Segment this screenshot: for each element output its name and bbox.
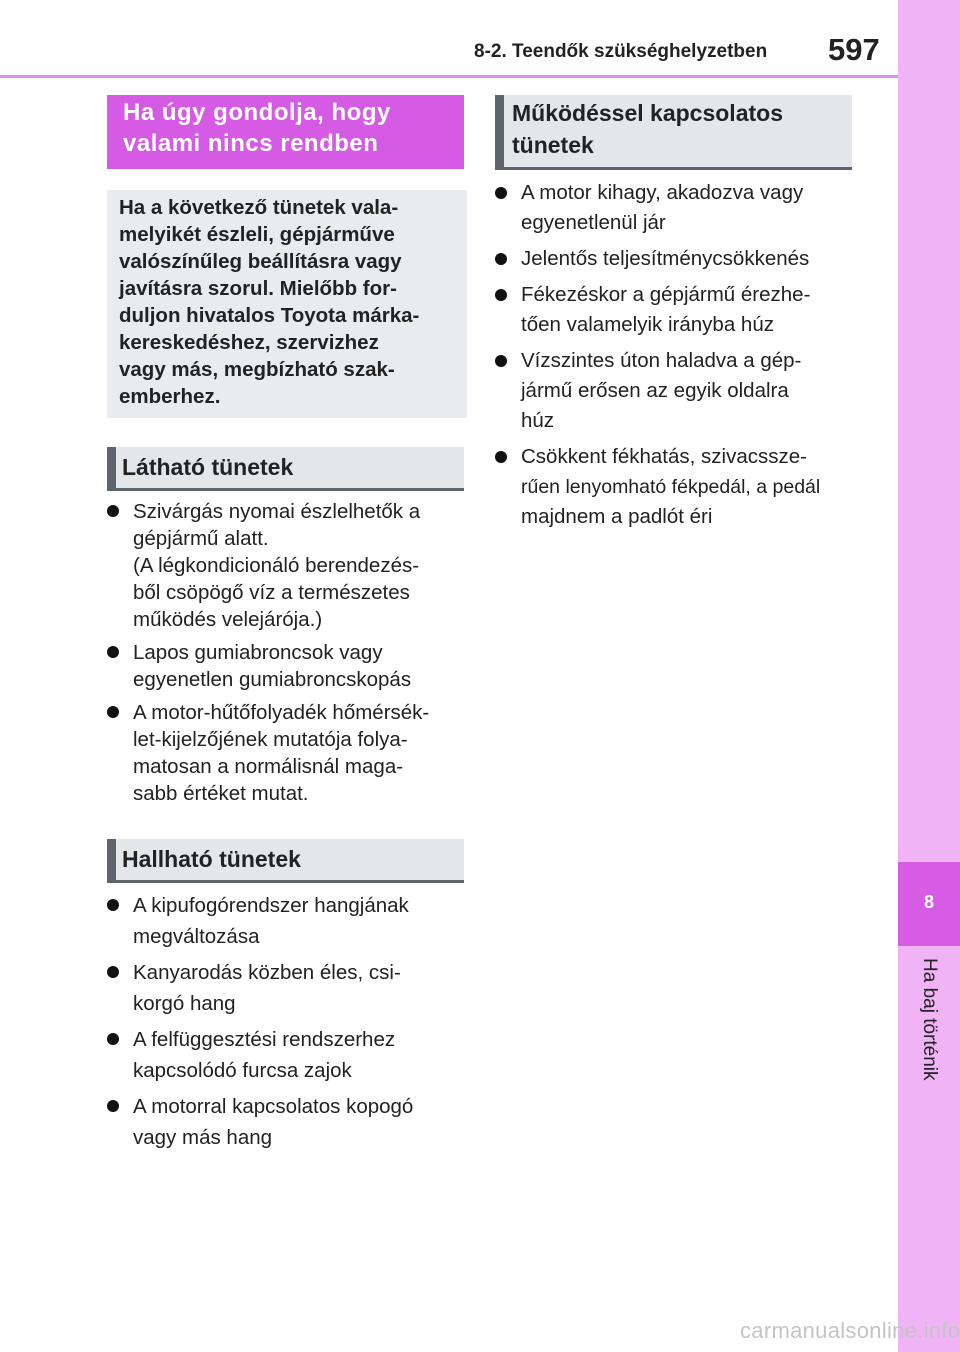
list-item-line: majdnem a padlót éri bbox=[521, 505, 713, 528]
chapter-number: 8 bbox=[923, 892, 934, 912]
chapter-side-strip bbox=[898, 0, 960, 1352]
list-item-line: gépjármű alatt. bbox=[133, 527, 269, 550]
list-item-line: korgó hang bbox=[133, 992, 236, 1015]
bullet-icon bbox=[107, 1100, 119, 1112]
list-item-line: let-kijelzőjének mutatója folya- bbox=[133, 728, 408, 751]
list-item bbox=[107, 957, 457, 1019]
list-item-line: A kipufogórendszer hangjának bbox=[133, 894, 409, 917]
bullet-icon bbox=[107, 966, 119, 978]
intro-line: vagy más, megbízható szak- bbox=[119, 358, 395, 381]
list-item-line: Fékezéskor a gépjármű érezhe- bbox=[521, 283, 811, 306]
list-item-line: Lapos gumiabroncsok vagy bbox=[133, 641, 383, 664]
list-item-line: A motor kihagy, akadozva vagy bbox=[521, 181, 804, 204]
list-item-line: tően valamelyik irányba húz bbox=[521, 313, 774, 336]
list-item bbox=[495, 178, 855, 238]
audible-symptoms-heading-text: Hallható tünetek bbox=[122, 846, 301, 872]
audible-symptoms-list bbox=[107, 890, 457, 1158]
intro-box bbox=[107, 190, 467, 418]
intro-line: kereskedéshez, szervizhez bbox=[119, 331, 379, 354]
bullet-icon bbox=[495, 253, 507, 265]
bullet-icon bbox=[495, 355, 507, 367]
bullet-icon bbox=[107, 899, 119, 911]
list-item-line: megváltozása bbox=[133, 925, 260, 948]
main-heading-line: valami nincs rendben bbox=[123, 130, 379, 157]
bullet-icon bbox=[107, 1033, 119, 1045]
operational-symptoms-heading-line: Működéssel kapcsolatos bbox=[512, 100, 783, 126]
list-item bbox=[107, 498, 457, 633]
list-item-line: (A légkondicionáló berendezés- bbox=[133, 554, 420, 577]
audible-symptoms-heading bbox=[107, 839, 464, 883]
intro-line: melyikét észleli, gépjárműve bbox=[119, 223, 395, 246]
visible-symptoms-heading-text: Látható tünetek bbox=[122, 454, 294, 480]
intro-line: javításra szorul. Mielőbb for- bbox=[119, 277, 397, 300]
bullet-icon bbox=[107, 706, 119, 718]
list-item-line: ből csöpögő víz a természetes bbox=[133, 581, 410, 604]
visible-symptoms-list bbox=[107, 498, 457, 813]
watermark: carmanualsonline.info bbox=[740, 1318, 960, 1343]
list-item bbox=[495, 244, 855, 274]
operational-symptoms-heading bbox=[495, 95, 852, 170]
chapter-label: Ha baj történik bbox=[919, 958, 940, 1081]
list-item-line: A felfüggesztési rendszerhez bbox=[133, 1028, 396, 1051]
list-item-line: működés velejárója.) bbox=[133, 608, 323, 631]
bullet-icon bbox=[495, 289, 507, 301]
intro-line: Ha a következő tünetek vala- bbox=[119, 196, 399, 219]
list-item-line: sabb értéket mutat. bbox=[133, 782, 309, 805]
list-item bbox=[107, 1024, 457, 1086]
list-item bbox=[107, 1091, 457, 1153]
list-item-line: jármű erősen az egyik oldalra bbox=[521, 379, 789, 402]
list-item-line: Csökkent fékhatás, szivacssze- bbox=[521, 445, 807, 468]
main-heading-line: Ha úgy gondolja, hogy bbox=[123, 99, 391, 126]
list-item-line: A motor-hűtőfolyadék hőmérsék- bbox=[133, 701, 430, 724]
list-item bbox=[495, 442, 855, 532]
list-item bbox=[107, 639, 457, 693]
intro-line: emberhez. bbox=[119, 385, 221, 408]
list-item bbox=[495, 280, 855, 340]
list-item-line: egyenetlenül jár bbox=[521, 211, 666, 234]
bullet-icon bbox=[495, 187, 507, 199]
visible-symptoms-heading bbox=[107, 447, 464, 491]
list-item-line: kapcsolódó furcsa zajok bbox=[133, 1059, 352, 1082]
main-heading bbox=[107, 95, 464, 169]
list-item-line: A motorral kapcsolatos kopogó bbox=[133, 1095, 414, 1118]
list-item-line: vagy más hang bbox=[133, 1126, 273, 1149]
section-title: 8-2. Teendők szükséghelyzetben bbox=[474, 41, 768, 62]
page-number: 597 bbox=[828, 32, 880, 67]
bullet-icon bbox=[107, 646, 119, 658]
list-item-line: Jelentős teljesítménycsökkenés bbox=[521, 247, 810, 270]
list-item-line: Kanyarodás közben éles, csi- bbox=[133, 961, 401, 984]
chapter-tab[interactable] bbox=[898, 862, 960, 946]
list-item-line: Szivárgás nyomai észlelhetők a bbox=[133, 500, 421, 523]
list-item-line: Vízszintes úton haladva a gép- bbox=[521, 349, 802, 372]
bullet-icon bbox=[495, 451, 507, 463]
operational-symptoms-heading-line: tünetek bbox=[512, 132, 594, 158]
list-item bbox=[107, 699, 457, 807]
list-item-line: húz bbox=[521, 409, 555, 432]
intro-line: duljon hivatalos Toyota márka- bbox=[119, 304, 420, 327]
bullet-icon bbox=[107, 505, 119, 517]
list-item bbox=[107, 890, 457, 952]
header-rule bbox=[0, 75, 898, 78]
list-item bbox=[495, 346, 855, 436]
list-item-line: egyenetlen gumiabroncskopás bbox=[133, 668, 412, 691]
intro-line: valószínűleg beállításra vagy bbox=[119, 250, 402, 273]
operational-symptoms-list bbox=[495, 178, 855, 538]
list-item-line: rűen lenyomható fékpedál, a pedál bbox=[521, 476, 821, 498]
list-item-line: matosan a normálisnál maga- bbox=[133, 755, 404, 778]
